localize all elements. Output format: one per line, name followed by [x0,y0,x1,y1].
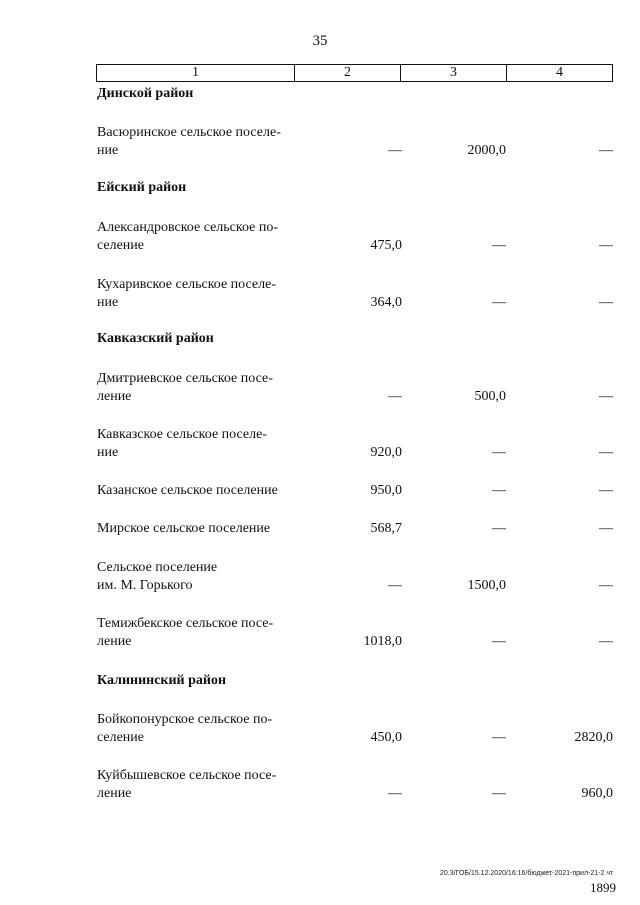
settlement-name-line1: Васюринское сельское поселе- [97,125,281,140]
settlement-name-line1: Кухаривское сельское поселе- [97,277,276,292]
settlement-name [97,426,307,462]
settlement-name [97,276,307,312]
value-col-2: — [388,786,402,801]
value-col-2: — [388,578,402,593]
value-col-2: 450,0 [370,730,402,745]
value-col-3: — [492,445,506,460]
value-col-4: — [599,389,613,404]
settlement-name-line1: Казанское сельское поселение [97,483,278,498]
value-col-3: — [492,295,506,310]
value-col-3: — [492,786,506,801]
settlement-name [97,482,307,500]
page-number: 35 [312,33,328,49]
settlement-name [97,370,307,406]
value-col-4: — [599,521,613,536]
value-col-4: — [599,295,613,310]
value-col-2: 920,0 [370,445,402,460]
settlement-name-line1: Темижбекское сельское посе- [97,616,274,631]
settlement-name [97,520,307,538]
settlement-name-line1: Александровское сельское по- [97,220,279,235]
value-col-4: 2820,0 [574,730,613,745]
value-col-3: — [492,730,506,745]
settlement-name-line1: Бойкопонурское сельское по- [97,712,273,727]
value-col-4: — [599,238,613,253]
value-col-2: 364,0 [370,295,402,310]
settlement-name-line2: ние [97,445,119,460]
value-col-2: 1018,0 [363,634,402,649]
district-heading: Динской район [97,86,194,101]
settlement-name [97,219,307,255]
settlement-name-line2: ние [97,295,119,310]
settlement-name-line1: Кавказское сельское поселе- [97,427,267,442]
value-col-3: 500,0 [474,389,506,404]
settlement-name-line2: ление [97,786,132,801]
district-heading: Кавказский район [97,331,214,346]
value-col-4: — [599,483,613,498]
value-col-4: — [599,634,613,649]
settlement-name-line2: им. М. Горького [97,578,193,593]
value-col-2: — [388,389,402,404]
value-col-2: 950,0 [370,483,402,498]
header-col-4: 4 [556,65,563,80]
value-col-3: 2000,0 [467,143,506,158]
value-col-4: 960,0 [581,786,613,801]
settlement-name [97,559,307,595]
settlement-name-line1: Сельское поселение [97,560,218,575]
header-col-2: 2 [295,65,401,81]
district-heading: Калининский район [97,673,227,688]
settlement-name-line2: селение [97,238,144,253]
value-col-4: — [599,143,613,158]
settlement-name-line2: ление [97,634,132,649]
settlement-name-line2: ние [97,143,119,158]
settlement-name [97,124,307,160]
value-col-3: — [492,238,506,253]
value-col-2: — [388,143,402,158]
value-col-4: — [599,578,613,593]
settlement-name [97,615,307,651]
header-col-3: 3 [401,65,507,81]
settlement-name-line1: Дмитриевское сельское посе- [97,371,273,386]
settlement-name-line2: селение [97,730,144,745]
value-col-3: — [492,521,506,536]
district-heading: Ейский район [97,180,187,195]
value-col-4: — [599,445,613,460]
settlement-name [97,767,307,803]
document-code: 20.3/ГОБ/15.12.2020/16:16/бюджет-2021-прил-21-2 чт [440,870,614,877]
settlement-name [97,711,307,747]
value-col-3: 1500,0 [467,578,506,593]
settlement-name-line1: Мирское сельское поселение [97,521,271,536]
settlement-name-line2: ление [97,389,132,404]
value-col-2: 475,0 [370,238,402,253]
value-col-2: 568,7 [370,521,402,536]
value-col-3: — [492,483,506,498]
value-col-3: — [492,634,506,649]
footer-page-number: 1899 [590,880,616,895]
settlement-name-line1: Куйбышевское сельское посе- [97,768,277,783]
header-col-1: 1 [97,65,295,81]
